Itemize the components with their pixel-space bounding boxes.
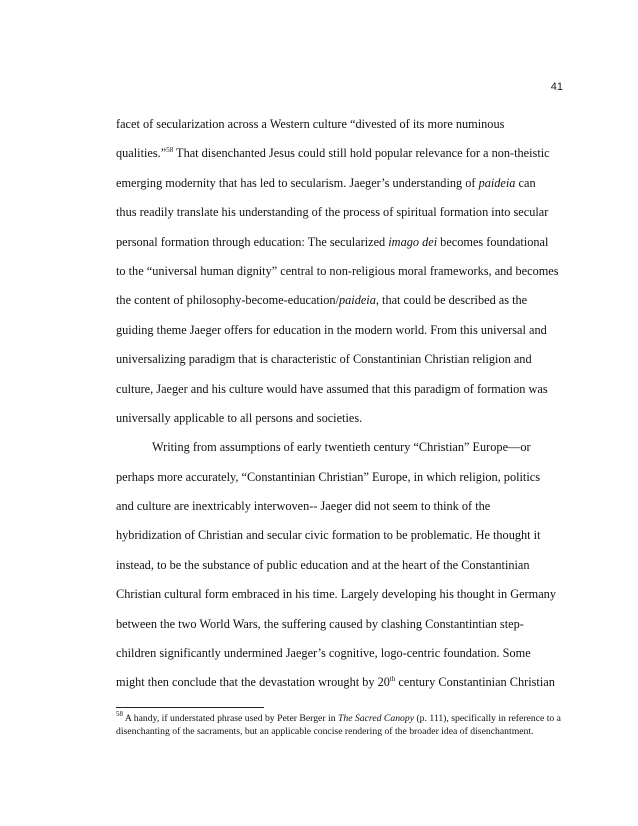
text-segment: facet of secularization across a Western culture “divested of its more numinous: [116, 117, 505, 131]
text-segment: universally applicable to all persons and societies.: [116, 410, 363, 425]
text-line: [116, 492, 566, 521]
text-segment: Christian cultural form embraced in his time. Largely developing his thought in Germany: [116, 587, 556, 602]
text-segment: qualities.”: [116, 146, 167, 161]
italic-term: paideia: [338, 293, 376, 308]
text-segment: and culture are inextricably interwoven-- Jaeger did not seem to think of the: [116, 499, 491, 514]
text-line: [116, 580, 566, 609]
text-segment: instead, to be the substance of public education and at the heart of the Constantinian: [116, 557, 530, 572]
text-line: [116, 198, 566, 227]
text-segment: (p. 111), specifically in reference to a disenchanting of the sacraments, but an applicable concise rendering of the broader idea of disenchantment.: [116, 713, 561, 737]
text-segment: hybridization of Christian and secular civic formation to be problematic. He thought it: [116, 528, 541, 543]
text-segment: children significantly undermined Jaeger’s cognitive, logo-centric foundation. Some: [116, 646, 531, 661]
text-segment: thus readily translate his understanding of the process of spiritual formation into secular: [116, 205, 549, 220]
text-line: [116, 463, 566, 492]
text-segment: That disenchanted Jesus could still hold popular relevance for a non-theistic: [173, 146, 550, 161]
page-number: 41: [550, 81, 563, 93]
text-segment: culture, Jaeger and his culture would have assumed that this paradigm of formation was: [116, 381, 548, 396]
footnote-divider: [116, 707, 264, 708]
text-line: [116, 521, 566, 550]
italic-term: The Sacred Canopy: [337, 713, 415, 724]
text-segment: Writing from assumptions of early twentieth century “Christian” Europe—or: [152, 440, 531, 455]
text-line: [116, 286, 566, 315]
text-segment: , that could be described as the: [375, 293, 528, 308]
text-segment: A handy, if understated phrase used by Peter Berger in: [123, 713, 338, 724]
text-line: [116, 345, 566, 374]
text-segment: guiding theme Jaeger offers for education in the modern world. From this universal and: [116, 322, 547, 337]
text-line: [116, 110, 566, 139]
italic-term: paideia: [478, 175, 516, 190]
text-segment: might then conclude that the devastation wrought by 20: [116, 675, 390, 690]
footnote-ref: th: [389, 675, 396, 684]
text-line: [116, 551, 566, 580]
footnote: [116, 712, 566, 738]
text-line: [116, 169, 566, 198]
text-line: [116, 433, 566, 462]
footnote-ref: 58: [116, 710, 123, 718]
text-segment: can: [515, 175, 536, 190]
text-segment: personal formation through education: The secularized: [116, 234, 389, 249]
text-line: [116, 639, 566, 668]
body-text: [116, 110, 566, 698]
text-segment: between the two World Wars, the suffering caused by clashing Constantintian step-: [116, 616, 524, 631]
text-line: [116, 316, 566, 345]
text-segment: emerging modernity that has led to secularism. Jaeger’s understanding of: [116, 175, 479, 190]
text-line: [116, 610, 566, 639]
footnote-ref: 58: [166, 146, 174, 155]
text-segment: universalizing paradigm that is characteristic of Constantinian Christian religion and: [116, 352, 532, 367]
text-line: [116, 668, 566, 697]
text-segment: to the “universal human dignity” central to non-religious moral frameworks, and becomes: [116, 263, 559, 278]
text-segment: becomes foundational: [437, 234, 549, 249]
text-segment: the content of philosophy-become-education/: [116, 293, 339, 308]
text-segment: perhaps more accurately, “Constantinian Christian” Europe, in which religion, politics: [116, 469, 541, 484]
text-line: [116, 257, 566, 286]
text-line: [116, 404, 566, 433]
text-line: [116, 228, 566, 257]
text-line: [116, 139, 566, 168]
italic-term: imago dei: [388, 234, 438, 249]
text-segment: century Constantinian Christian: [395, 675, 555, 690]
text-line: [116, 375, 566, 404]
